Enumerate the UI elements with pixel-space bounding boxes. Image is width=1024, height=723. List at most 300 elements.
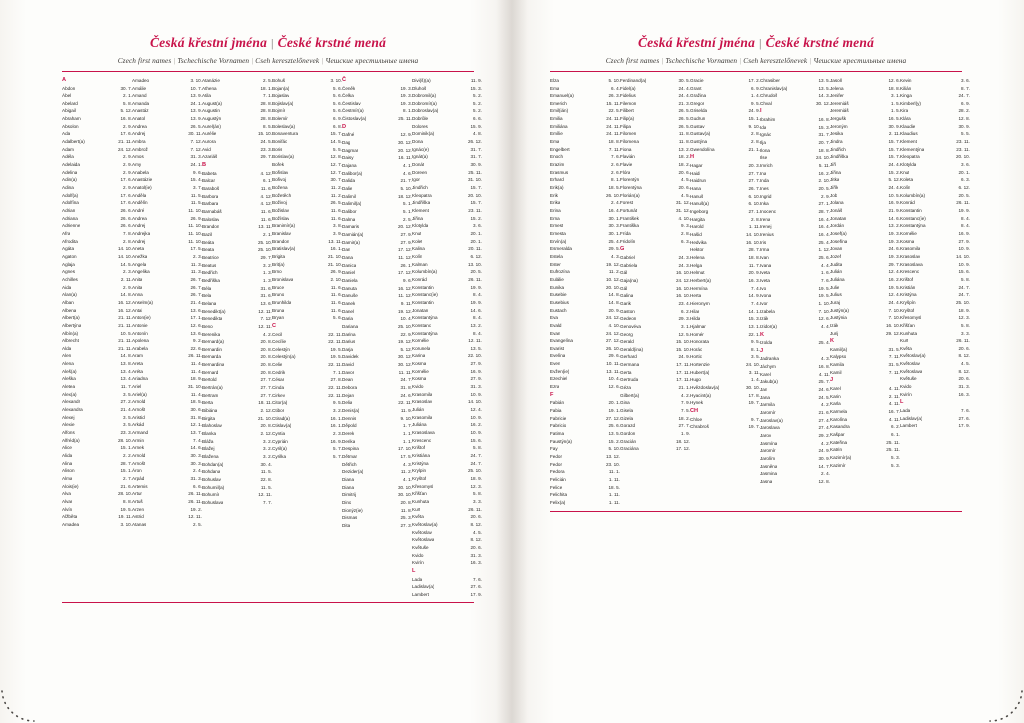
entry-date: 14. 10. (117, 246, 132, 252)
entry-date: 6. 2. (681, 308, 690, 314)
entry-name: Kunhuta (412, 498, 430, 504)
entry-date: 4. 12. (260, 201, 272, 207)
name-entry (202, 399, 272, 407)
entry-name: Fedora (550, 469, 565, 475)
entry-date: 28. 2. (958, 108, 970, 114)
name-entry (342, 246, 412, 254)
entry-name: Kalina (412, 246, 425, 252)
entry-name: Florián(a) (620, 192, 640, 198)
entry-date: 27. 9. (470, 376, 482, 382)
name-entry (620, 169, 690, 177)
entry-name: Evžen(ie) (550, 368, 570, 374)
entry-name: Květa (412, 514, 424, 520)
name-entry (342, 277, 412, 285)
entry-name: Blanka (202, 431, 217, 437)
entry-date: 4. 5. (681, 177, 690, 183)
entry-date: 27. 4. (818, 417, 830, 423)
entry-name: Filomen (620, 131, 637, 137)
entry-date: 20. 10. (467, 192, 482, 198)
entry-date: 20. 5. (818, 186, 830, 192)
name-entry (132, 330, 202, 338)
entry-date: 2. 9. (123, 162, 132, 168)
entry-date: 27. 3. (400, 522, 412, 528)
entry-date: 5. 8. (473, 491, 482, 497)
name-entry (690, 107, 760, 115)
entry-name: Abdon (62, 85, 76, 91)
name-entry (132, 360, 202, 368)
entry-date: 20. 8. (260, 362, 272, 368)
entry-name: Gustýna (690, 139, 708, 145)
name-entry (760, 277, 830, 285)
entry-name: Esmeralda (550, 246, 572, 252)
entry-name: Adrienne (62, 223, 81, 229)
entry-date: 11. 4. (190, 391, 202, 397)
name-entry (760, 355, 830, 363)
entry-date: 6. 10. (748, 193, 760, 199)
name-entry (342, 499, 412, 507)
entry-date: 3. 2. (263, 262, 272, 268)
entry-date: 22. 11. (328, 362, 342, 368)
alphabet-letter-heading: H (690, 154, 695, 161)
entry-name: Alvín (62, 506, 73, 512)
name-entry (62, 375, 132, 383)
name-entry (900, 184, 970, 192)
entry-name: Bohuslav (202, 476, 221, 482)
entry-date: 27. 7. (260, 392, 272, 398)
name-entry (760, 216, 830, 224)
entry-name: Bernardina (202, 362, 225, 368)
entry-name: Izidor(a) (760, 323, 777, 329)
entry-date: 7. 12. (260, 316, 272, 322)
entry-name: Dluhoš (412, 85, 427, 91)
entry-date: 2. 3. (193, 253, 202, 259)
name-entry (132, 368, 202, 376)
name-entry (412, 521, 482, 529)
entry-name: Hynek (690, 400, 704, 406)
name-entry (830, 276, 900, 284)
entry-name: Barnabáš (202, 209, 222, 214)
entry-name: Krescenc (900, 269, 920, 275)
entry-date: 4. 12. (260, 170, 272, 176)
entry-name: Čestislav (342, 100, 361, 106)
left-page-heading (62, 36, 474, 72)
entry-name: Dimitrij (342, 492, 357, 498)
entry-name: Jiřík (830, 185, 839, 191)
entry-name: Jaromír (760, 410, 776, 416)
entry-name: Eva (550, 315, 558, 321)
entry-date: 4. 6. (403, 170, 412, 176)
entry-name: Ariel (132, 384, 142, 390)
name-entry (132, 291, 202, 299)
entry-date: 2. 1. (123, 93, 132, 99)
entry-date: 13. 5. (470, 345, 482, 351)
name-entry (412, 153, 482, 161)
entry-name: Fay (550, 446, 558, 452)
entry-date: 16. 9. (958, 230, 970, 236)
entry-name: Dariana (342, 323, 359, 329)
name-entry (342, 285, 412, 293)
name-entry (620, 153, 690, 161)
entry-date: 19. 7. (748, 424, 760, 430)
entry-date: 27. 7. (260, 385, 272, 391)
entry-date: 6. 6. (193, 483, 202, 489)
name-entry (760, 208, 830, 216)
entry-date: 31. 10. (187, 384, 202, 390)
entry-date: 2. 9. (123, 123, 132, 129)
name-entry (342, 162, 412, 170)
name-entry (550, 476, 620, 484)
name-entry (830, 100, 900, 108)
entry-date: 25. 10. (467, 468, 482, 474)
name-entry (620, 392, 690, 400)
entry-name: Dalimil (342, 193, 356, 199)
name-entry (132, 299, 202, 307)
entry-name: Balcar (202, 178, 216, 184)
entry-date: 15. 2. (608, 438, 620, 444)
entry-name: Ervín(a) (550, 238, 567, 244)
entry-name: Filip(a) (620, 116, 635, 122)
entry-date: 6. 1. (891, 432, 900, 438)
name-entry (342, 353, 412, 361)
entry-name: Kosma (412, 361, 427, 367)
entry-name: Darius (342, 339, 356, 345)
entry-name: Divi(š)(a) (412, 77, 431, 83)
name-entry (62, 391, 132, 399)
entry-name: Arabela (132, 345, 148, 351)
entry-date: 11. 7. (120, 384, 132, 390)
name-entry (550, 368, 620, 376)
name-entry (620, 338, 690, 346)
entry-name: Aida (62, 284, 72, 290)
entry-name: Armand (132, 430, 149, 436)
entry-date: 19. 9. (470, 284, 482, 290)
entry-date: 20. 10. (605, 284, 620, 290)
name-entry (830, 77, 900, 85)
entry-date: 6. 12. (958, 185, 970, 191)
name-entry (202, 130, 272, 138)
name-entry (412, 222, 482, 230)
name-entry (342, 147, 412, 155)
entry-name: Juraj (830, 299, 840, 305)
entry-date: 7. 11. (888, 354, 900, 360)
entry-name: Dezider(a) (342, 469, 364, 475)
name-entry (272, 438, 342, 446)
entry-name: Florentýna (620, 185, 642, 191)
name-entry (132, 391, 202, 399)
entry-name: Ivan (760, 254, 769, 260)
entry-name: Jitka (830, 177, 840, 183)
entry-date: 28. 7. (120, 460, 132, 466)
entry-name: Ivana (760, 262, 772, 268)
entry-date: 19. 1. (608, 408, 620, 414)
title-separator: | (759, 36, 762, 50)
entry-name: Kvido (900, 384, 912, 390)
entry-name: Ada (62, 131, 71, 137)
entry-date: 28. 10. (117, 437, 132, 443)
entry-date: 7. 6. (821, 277, 830, 283)
entry-date: 13. 6. (190, 307, 202, 313)
entry-date: 16. 9. (330, 438, 342, 444)
alphabet-letter-heading: L (412, 567, 416, 574)
entry-name: Hektor (690, 247, 704, 253)
name-entry (132, 506, 202, 514)
entry-date: 14. 6. (190, 445, 202, 451)
entry-name: Alfréd(a) (62, 437, 80, 443)
entry-date: 8. 4. (473, 315, 482, 321)
name-entry (760, 100, 830, 108)
entry-date: 7. 10. (818, 308, 830, 314)
entry-name: Konstantin (412, 284, 434, 290)
entry-date: 6. 3. (961, 177, 970, 183)
entry-name: Aneta (132, 246, 145, 252)
entry-name: Ibrahim (760, 117, 776, 123)
name-entry (690, 292, 760, 300)
entry-date: 11. 8. (400, 507, 412, 513)
page-subtitle (550, 56, 962, 65)
name-entry (202, 100, 272, 108)
entry-name: Jenifer (830, 93, 844, 99)
entry-date: 5. 11. (818, 163, 830, 169)
entry-name: Bratislav(a) (272, 246, 296, 252)
name-entry (412, 261, 482, 269)
entry-date: 14. 8. (120, 353, 132, 359)
name-entry (412, 421, 482, 429)
entry-date: 31. 5. (888, 346, 900, 352)
entry-date: 8. 1. (403, 108, 412, 114)
entry-date: 5. 7. (333, 446, 342, 452)
entry-name: Fidelius (620, 93, 636, 99)
name-entry (830, 85, 900, 93)
entry-name: Flóra (620, 169, 631, 175)
entry-name: Jindra (830, 139, 843, 145)
entry-date: 17. 8. (748, 392, 760, 398)
name-entry (830, 146, 900, 154)
entry-name: Baraboš (202, 186, 220, 192)
name-entry (412, 268, 482, 276)
entry-name: Kolín (412, 253, 423, 259)
entry-date: 24. 7. (958, 292, 970, 298)
entry-date: 11. 6. (330, 208, 342, 213)
entry-name: Arkád (132, 422, 145, 428)
entry-date: 20. 5. (470, 269, 482, 275)
entry-name: Filemon (620, 100, 637, 106)
entry-name: Daniela (342, 277, 358, 283)
entry-name: Arnošt (132, 460, 146, 466)
entry-date: 28. 8. (260, 116, 272, 122)
entry-date: 27. 12. (605, 338, 620, 344)
entry-date: 1. 11. (748, 224, 760, 230)
entry-name: Abraham (62, 116, 81, 122)
entry-name: Eusebie (550, 292, 567, 298)
entry-date: 18. 8. (818, 147, 830, 153)
name-entry (900, 123, 970, 131)
entry-date: 3. 6. (961, 77, 970, 83)
entry-date: 26. 5. (330, 200, 342, 206)
entry-name: Alina (62, 460, 73, 466)
entry-name: Kilián (900, 85, 912, 91)
entry-name: Klementýna (900, 146, 925, 152)
entry-name: Darja (342, 346, 353, 352)
entry-date: 18. 8. (748, 254, 760, 260)
name-entry (830, 446, 900, 454)
entry-name: Julius (830, 292, 842, 298)
name-entry (900, 92, 970, 100)
name-entry (620, 130, 690, 138)
entry-name: Lada (412, 576, 423, 582)
entry-name: Gerald (620, 339, 634, 345)
name-entry (412, 115, 482, 123)
entry-date: 26. 11. (188, 353, 202, 359)
name-entry (342, 422, 412, 430)
entry-name: Atanázie (202, 77, 220, 83)
name-entry (342, 200, 412, 208)
entry-date: 16. 2. (818, 170, 830, 176)
entry-date: 2. 4. (193, 468, 202, 474)
name-entry (412, 452, 482, 460)
entry-date: 27. 9. (958, 238, 970, 244)
entry-date: 18. 12. (675, 438, 690, 444)
entry-name: Gracie (690, 77, 704, 83)
name-entry (132, 429, 202, 437)
entry-date: 11. 3. (190, 261, 202, 267)
name-entry (202, 231, 272, 239)
entry-name: Bonaventura (272, 131, 299, 137)
entry-name: Gerald(ina) (620, 346, 643, 352)
entry-date: 15. 10. (675, 346, 690, 352)
entry-name: Boleslav(a) (272, 123, 295, 129)
entry-date: 17. 6. (120, 131, 132, 137)
entry-name: Jáchym (760, 364, 776, 370)
entry-date: 29. 7. (888, 261, 900, 267)
entry-date: 29. 3. (678, 316, 690, 322)
entry-date: 4. 8. (473, 131, 482, 137)
name-entry (690, 423, 760, 431)
entry-name: Květoslav (412, 529, 432, 535)
name-entry (550, 337, 620, 345)
entry-name: Ladislav(a) (412, 584, 435, 590)
entry-date: 15. 7. (888, 154, 900, 160)
entry-name: Ivo (760, 285, 767, 291)
name-entry (412, 498, 482, 506)
entry-date: 11. 8. (678, 131, 690, 137)
name-entry (690, 323, 760, 331)
entry-date: 12. 9. (400, 132, 412, 138)
entry-name: Ctirad(a) (272, 415, 290, 421)
entry-name: Dan (342, 247, 351, 253)
entry-name: Herbert(a) (690, 277, 711, 283)
name-entry (62, 467, 132, 475)
entry-date: 24. 9. (748, 108, 760, 114)
name-entry (620, 107, 690, 115)
entry-name: Izák (830, 322, 839, 328)
entry-date: 4. 2. (821, 402, 830, 408)
entry-date: 2. 4. (821, 471, 830, 477)
entry-name: Aristid (132, 414, 145, 420)
name-entry (550, 430, 620, 438)
entry-name: Julián (412, 407, 425, 413)
entry-date: 20. 6. (958, 376, 970, 382)
entry-name: Jiří (830, 162, 837, 168)
name-entry (62, 345, 132, 353)
name-entry (620, 376, 690, 384)
name-entry (412, 314, 482, 322)
entry-name: Augustin (202, 108, 220, 114)
entry-date: 2. 8. (751, 139, 760, 145)
entry-name: Cyprián (272, 438, 288, 444)
entry-name: Daria (342, 316, 353, 322)
entry-name: Josefína (830, 238, 848, 244)
entry-name: Brno (272, 269, 282, 275)
entry-date: 2. 9. (123, 284, 132, 290)
entry-date: 1. 5. (891, 108, 900, 114)
entry-name: Cecílie (272, 339, 287, 345)
name-entry (760, 200, 830, 208)
entry-name: Azariáš (202, 154, 218, 160)
entry-name: Konrád (900, 200, 915, 206)
entry-date: 16. 5. (888, 116, 900, 122)
entry-name: Klotylda (412, 223, 429, 229)
name-entry (342, 514, 412, 522)
name-entry (690, 376, 760, 384)
entry-date: 18. 9. (470, 475, 482, 481)
entry-date: 3. 7. (193, 185, 202, 191)
entry-name: Bedřich (202, 270, 218, 276)
entry-name: Babeta (202, 170, 217, 176)
entry-date: 7. 6. (611, 154, 620, 160)
entry-date: 3. 2. (263, 438, 272, 444)
entry-date: 17. 9. (470, 591, 482, 597)
name-entry (132, 207, 202, 215)
name-entry (620, 315, 690, 323)
entry-name: Aurel(án) (202, 123, 221, 129)
name-entry (760, 300, 830, 308)
entry-name: Bohumil(a) (202, 484, 225, 490)
name-entry (900, 422, 970, 430)
entry-date: 17. 11. (676, 377, 690, 383)
entry-date: 25. 11. (886, 447, 900, 453)
entry-name: Bibiána (202, 408, 218, 414)
entry-name: Kurt (900, 338, 909, 344)
entry-name: Diana (342, 476, 355, 482)
entry-date: 15. 4. (190, 177, 202, 183)
entry-name: Krescenc (412, 437, 432, 443)
name-entry (62, 169, 132, 177)
entry-name: Dalma (342, 216, 356, 222)
entry-date: 16. 12. (397, 285, 412, 291)
name-entry (690, 285, 760, 293)
name-entry (342, 323, 412, 331)
entry-date: 3. 2. (263, 446, 272, 452)
name-entry (830, 330, 900, 338)
entry-name: Atila (202, 93, 211, 99)
entry-name: Alison (62, 468, 75, 474)
entry-date: 24. 7. (400, 377, 412, 383)
entry-name: Julie (830, 284, 840, 290)
entry-date: 5. 8. (961, 322, 970, 328)
entry-name: Krasoslava (412, 430, 435, 436)
name-entry (550, 375, 620, 383)
entry-name: Alex(a) (62, 391, 77, 397)
name-entry (550, 352, 620, 360)
entry-name: Dobrůle (412, 116, 429, 122)
entry-name: Ina (760, 170, 767, 176)
name-entry (62, 444, 132, 452)
name-entry (830, 130, 900, 138)
name-entry (132, 138, 202, 146)
entry-name: Avid (202, 146, 211, 152)
entry-name: Hilda (690, 316, 701, 322)
name-entry (342, 346, 412, 354)
